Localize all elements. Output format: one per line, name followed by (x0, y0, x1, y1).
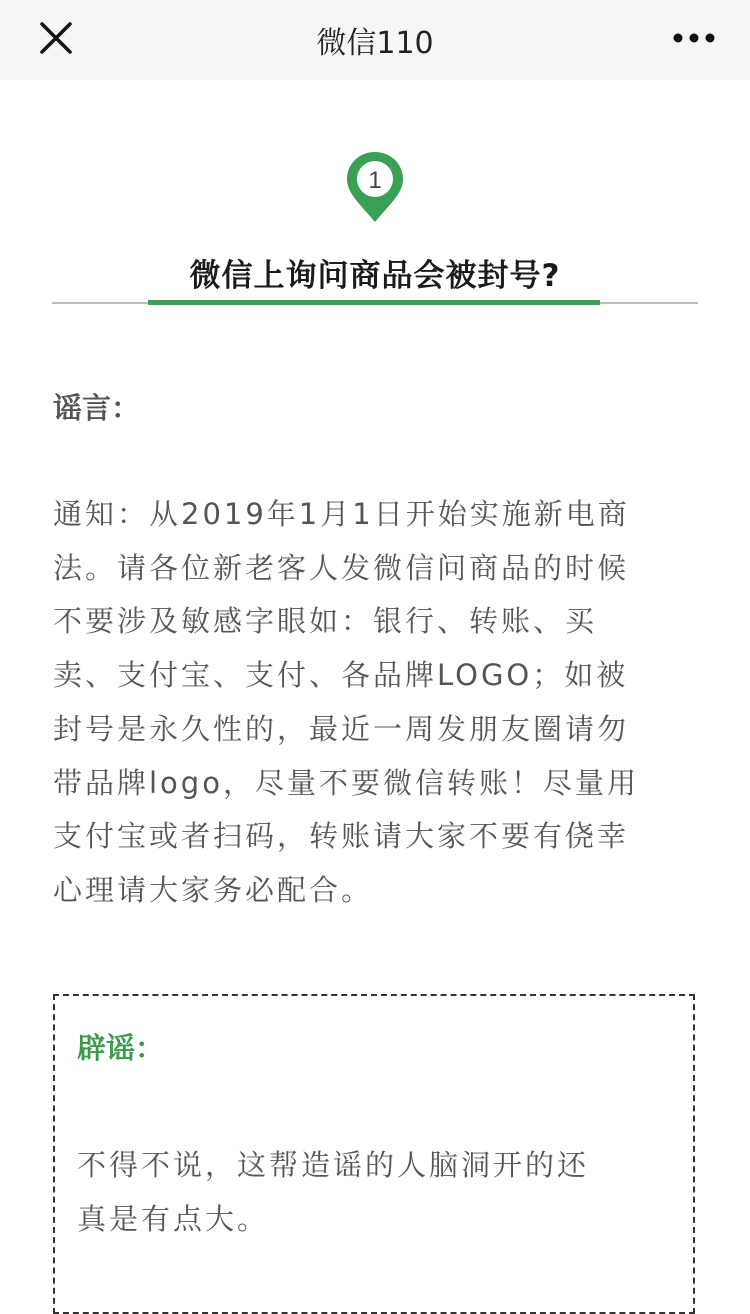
map-pin-number-icon (345, 150, 405, 224)
article-heading: 微信上询问商品会被封号? (189, 258, 561, 294)
debunk-line: 不得不说，这帮造谣的人脑洞开的还 (77, 1148, 590, 1182)
more-icon[interactable] (672, 32, 716, 44)
rumor-label: 谣言： (53, 391, 141, 425)
top-bar (0, 0, 750, 80)
rumor-line: 不要涉及敏感字眼如：银行、转账、买 (53, 604, 598, 639)
rumor-line: 封号是永久性的，最近一周发朋友圈请勿 (53, 711, 630, 746)
rumor-line: 法。请各位新老客人发微信问商品的时候 (53, 550, 630, 585)
rumor-text (53, 488, 703, 918)
rumor-line: 通知：从2019年1月1日开始实施新电商 (53, 497, 630, 531)
rumor-line: 心理请大家务必配合。 (53, 872, 374, 907)
debunk-box (53, 994, 695, 1314)
debunk-line: 真是有点大。 (77, 1202, 270, 1236)
heading-underline-accent (148, 300, 600, 305)
rumor-line: 卖、支付宝、支付、各品牌LOGO；如被 (53, 658, 629, 693)
debunk-text (77, 1138, 589, 1246)
rumor-line: 支付宝或者扫码，转账请大家不要有侥幸 (53, 819, 630, 854)
rumor-line: 带品牌logo，尽量不要微信转账！尽量用 (53, 765, 639, 800)
debunk-label: 辟谣： (77, 1031, 165, 1065)
section-number: 1 (368, 167, 382, 194)
page-title: 微信110 (316, 26, 434, 61)
